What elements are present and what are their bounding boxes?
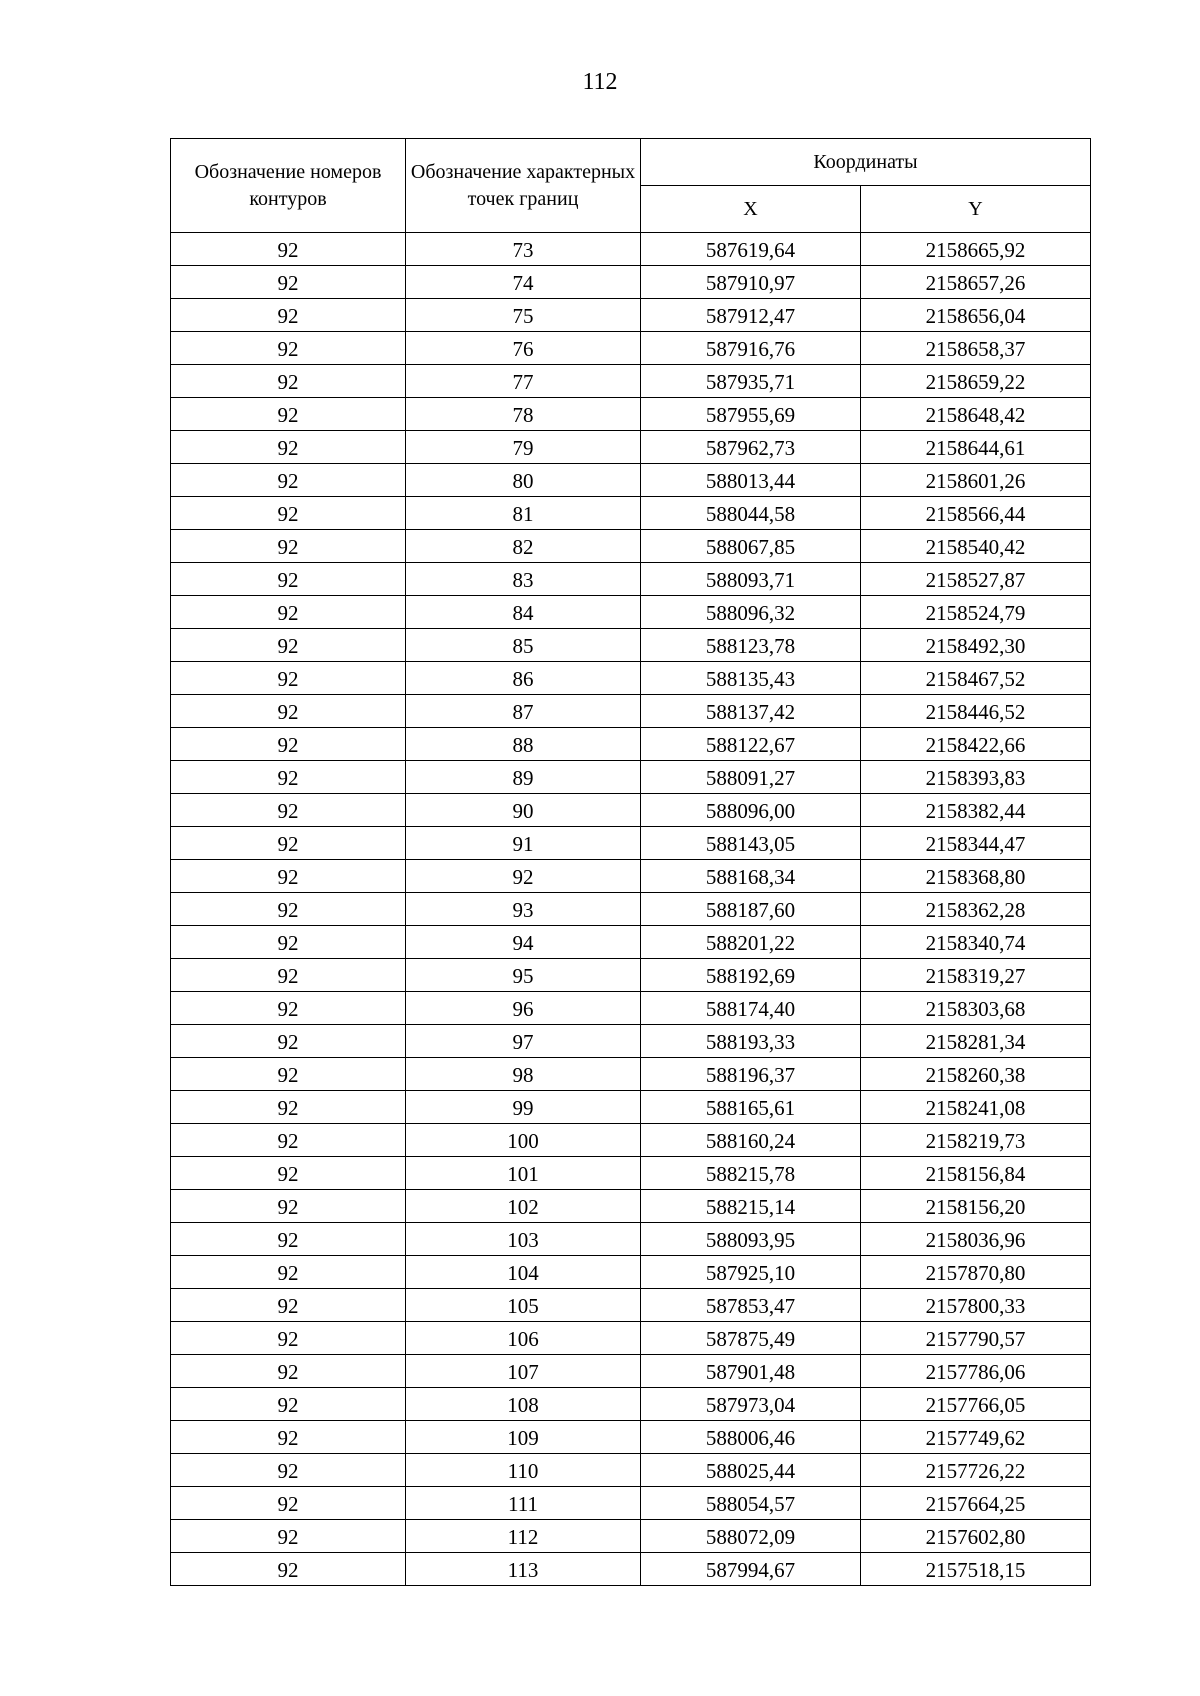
table-row	[171, 1025, 1091, 1058]
cell-y: 2158422,66	[861, 728, 1091, 761]
cell-y: 2157726,22	[861, 1454, 1091, 1487]
cell-y: 2158393,83	[861, 761, 1091, 794]
cell-y: 2157749,62	[861, 1421, 1091, 1454]
header-y: Y	[861, 186, 1091, 233]
cell-y: 2158303,68	[861, 992, 1091, 1025]
cell-point: 100	[406, 1124, 641, 1157]
table-row	[171, 1091, 1091, 1124]
table-row	[171, 530, 1091, 563]
cell-contour: 92	[171, 332, 406, 365]
table-row	[171, 398, 1091, 431]
table-row	[171, 1058, 1091, 1091]
cell-point: 98	[406, 1058, 641, 1091]
cell-x: 587935,71	[641, 365, 861, 398]
table-row	[171, 1223, 1091, 1256]
cell-point: 110	[406, 1454, 641, 1487]
cell-y: 2158665,92	[861, 233, 1091, 266]
cell-point: 88	[406, 728, 641, 761]
table-row	[171, 464, 1091, 497]
cell-y: 2157870,80	[861, 1256, 1091, 1289]
cell-y: 2158656,04	[861, 299, 1091, 332]
cell-x: 588201,22	[641, 926, 861, 959]
cell-x: 588006,46	[641, 1421, 861, 1454]
table-row	[171, 1388, 1091, 1421]
cell-point: 109	[406, 1421, 641, 1454]
table-row	[171, 992, 1091, 1025]
cell-contour: 92	[171, 563, 406, 596]
cell-y: 2158644,61	[861, 431, 1091, 464]
cell-y: 2158281,34	[861, 1025, 1091, 1058]
table-row	[171, 1355, 1091, 1388]
cell-y: 2158219,73	[861, 1124, 1091, 1157]
cell-contour: 92	[171, 1421, 406, 1454]
cell-y: 2158524,79	[861, 596, 1091, 629]
cell-y: 2158362,28	[861, 893, 1091, 926]
table-row	[171, 1322, 1091, 1355]
cell-x: 587619,64	[641, 233, 861, 266]
cell-point: 78	[406, 398, 641, 431]
table-row	[171, 959, 1091, 992]
table-row	[171, 695, 1091, 728]
table-row	[171, 431, 1091, 464]
table-row	[171, 827, 1091, 860]
table-row	[171, 365, 1091, 398]
table-row	[171, 1520, 1091, 1553]
cell-x: 587994,67	[641, 1553, 861, 1586]
cell-x: 588196,37	[641, 1058, 861, 1091]
header-coordinates: Координаты	[641, 139, 1091, 186]
cell-y: 2158601,26	[861, 464, 1091, 497]
cell-contour: 92	[171, 695, 406, 728]
cell-contour: 92	[171, 398, 406, 431]
cell-x: 587912,47	[641, 299, 861, 332]
cell-point: 93	[406, 893, 641, 926]
cell-point: 90	[406, 794, 641, 827]
cell-y: 2157800,33	[861, 1289, 1091, 1322]
table-row	[171, 563, 1091, 596]
cell-point: 97	[406, 1025, 641, 1058]
table-row	[171, 233, 1091, 266]
cell-point: 112	[406, 1520, 641, 1553]
cell-contour: 92	[171, 1256, 406, 1289]
cell-point: 87	[406, 695, 641, 728]
cell-y: 2158540,42	[861, 530, 1091, 563]
cell-point: 74	[406, 266, 641, 299]
table-row	[171, 728, 1091, 761]
cell-y: 2158260,38	[861, 1058, 1091, 1091]
cell-y: 2158658,37	[861, 332, 1091, 365]
cell-point: 104	[406, 1256, 641, 1289]
header-x: X	[641, 186, 861, 233]
header-point: Обозначение характерных точек границ	[406, 139, 641, 233]
cell-contour: 92	[171, 1520, 406, 1553]
cell-x: 587901,48	[641, 1355, 861, 1388]
cell-x: 588174,40	[641, 992, 861, 1025]
cell-contour: 92	[171, 629, 406, 662]
cell-y: 2158368,80	[861, 860, 1091, 893]
cell-point: 106	[406, 1322, 641, 1355]
cell-y: 2158382,44	[861, 794, 1091, 827]
cell-x: 588165,61	[641, 1091, 861, 1124]
cell-point: 113	[406, 1553, 641, 1586]
cell-y: 2157664,25	[861, 1487, 1091, 1520]
cell-contour: 92	[171, 1487, 406, 1520]
cell-x: 588215,14	[641, 1190, 861, 1223]
cell-contour: 92	[171, 761, 406, 794]
cell-point: 81	[406, 497, 641, 530]
cell-y: 2158156,84	[861, 1157, 1091, 1190]
cell-x: 588044,58	[641, 497, 861, 530]
page-number: 112	[582, 69, 618, 95]
cell-y: 2158036,96	[861, 1223, 1091, 1256]
cell-contour: 92	[171, 1025, 406, 1058]
cell-x: 587910,97	[641, 266, 861, 299]
cell-point: 99	[406, 1091, 641, 1124]
table-header	[171, 139, 1091, 233]
cell-point: 95	[406, 959, 641, 992]
cell-contour: 92	[171, 794, 406, 827]
cell-contour: 92	[171, 1388, 406, 1421]
cell-contour: 92	[171, 728, 406, 761]
cell-x: 588091,27	[641, 761, 861, 794]
cell-contour: 92	[171, 1058, 406, 1091]
cell-contour: 92	[171, 662, 406, 695]
cell-x: 588187,60	[641, 893, 861, 926]
cell-y: 2158344,47	[861, 827, 1091, 860]
cell-point: 76	[406, 332, 641, 365]
cell-point: 75	[406, 299, 641, 332]
cell-y: 2158657,26	[861, 266, 1091, 299]
cell-y: 2158467,52	[861, 662, 1091, 695]
cell-y: 2158319,27	[861, 959, 1091, 992]
cell-y: 2158241,08	[861, 1091, 1091, 1124]
cell-x: 588137,42	[641, 695, 861, 728]
cell-contour: 92	[171, 1322, 406, 1355]
cell-contour: 92	[171, 464, 406, 497]
cell-contour: 92	[171, 365, 406, 398]
cell-x: 588123,78	[641, 629, 861, 662]
cell-x: 588093,95	[641, 1223, 861, 1256]
cell-contour: 92	[171, 827, 406, 860]
table-row	[171, 1421, 1091, 1454]
cell-y: 2157602,80	[861, 1520, 1091, 1553]
cell-contour: 92	[171, 1091, 406, 1124]
cell-contour: 92	[171, 926, 406, 959]
cell-y: 2158156,20	[861, 1190, 1091, 1223]
cell-point: 107	[406, 1355, 641, 1388]
cell-point: 103	[406, 1223, 641, 1256]
cell-y: 2158340,74	[861, 926, 1091, 959]
cell-contour: 92	[171, 1289, 406, 1322]
cell-y: 2158492,30	[861, 629, 1091, 662]
cell-point: 89	[406, 761, 641, 794]
cell-y: 2158648,42	[861, 398, 1091, 431]
cell-contour: 92	[171, 497, 406, 530]
cell-x: 588013,44	[641, 464, 861, 497]
cell-x: 588093,71	[641, 563, 861, 596]
table-row	[171, 596, 1091, 629]
cell-x: 587916,76	[641, 332, 861, 365]
cell-x: 588067,85	[641, 530, 861, 563]
cell-x: 587955,69	[641, 398, 861, 431]
cell-y: 2158527,87	[861, 563, 1091, 596]
cell-contour: 92	[171, 530, 406, 563]
coordinates-table	[170, 138, 1091, 1586]
cell-x: 588192,69	[641, 959, 861, 992]
table-body	[171, 233, 1091, 1586]
cell-point: 92	[406, 860, 641, 893]
cell-point: 82	[406, 530, 641, 563]
cell-contour: 92	[171, 596, 406, 629]
table-row	[171, 926, 1091, 959]
table-row	[171, 1256, 1091, 1289]
table-row	[171, 893, 1091, 926]
table-row	[171, 1487, 1091, 1520]
cell-x: 587973,04	[641, 1388, 861, 1421]
cell-contour: 92	[171, 1157, 406, 1190]
cell-y: 2157766,05	[861, 1388, 1091, 1421]
cell-contour: 92	[171, 860, 406, 893]
cell-x: 587853,47	[641, 1289, 861, 1322]
cell-y: 2158566,44	[861, 497, 1091, 530]
cell-x: 588096,32	[641, 596, 861, 629]
cell-contour: 92	[171, 1190, 406, 1223]
table-row	[171, 332, 1091, 365]
cell-y: 2158446,52	[861, 695, 1091, 728]
table-row	[171, 1553, 1091, 1586]
cell-x: 588143,05	[641, 827, 861, 860]
cell-x: 588168,34	[641, 860, 861, 893]
table-row	[171, 1190, 1091, 1223]
table-row	[171, 497, 1091, 530]
cell-point: 102	[406, 1190, 641, 1223]
table-row	[171, 761, 1091, 794]
cell-contour: 92	[171, 992, 406, 1025]
cell-x: 587925,10	[641, 1256, 861, 1289]
table-row	[171, 266, 1091, 299]
table-row	[171, 1289, 1091, 1322]
table-row	[171, 1157, 1091, 1190]
table-row	[171, 794, 1091, 827]
cell-x: 587962,73	[641, 431, 861, 464]
cell-point: 85	[406, 629, 641, 662]
cell-point: 83	[406, 563, 641, 596]
cell-point: 91	[406, 827, 641, 860]
header-contour: Обозначение номеров контуров	[171, 139, 406, 233]
cell-y: 2157518,15	[861, 1553, 1091, 1586]
cell-point: 86	[406, 662, 641, 695]
cell-point: 77	[406, 365, 641, 398]
table-row	[171, 860, 1091, 893]
cell-point: 111	[406, 1487, 641, 1520]
cell-y: 2157790,57	[861, 1322, 1091, 1355]
cell-x: 588160,24	[641, 1124, 861, 1157]
cell-contour: 92	[171, 893, 406, 926]
cell-x: 588096,00	[641, 794, 861, 827]
cell-y: 2158659,22	[861, 365, 1091, 398]
cell-contour: 92	[171, 1355, 406, 1388]
cell-contour: 92	[171, 299, 406, 332]
cell-point: 101	[406, 1157, 641, 1190]
cell-point: 94	[406, 926, 641, 959]
cell-contour: 92	[171, 1454, 406, 1487]
cell-contour: 92	[171, 1223, 406, 1256]
cell-point: 105	[406, 1289, 641, 1322]
cell-x: 588072,09	[641, 1520, 861, 1553]
cell-x: 588054,57	[641, 1487, 861, 1520]
cell-x: 588193,33	[641, 1025, 861, 1058]
cell-point: 96	[406, 992, 641, 1025]
table-row	[171, 629, 1091, 662]
cell-y: 2157786,06	[861, 1355, 1091, 1388]
cell-contour: 92	[171, 1553, 406, 1586]
table-row	[171, 1124, 1091, 1157]
cell-x: 587875,49	[641, 1322, 861, 1355]
table-row	[171, 662, 1091, 695]
cell-contour: 92	[171, 233, 406, 266]
cell-point: 80	[406, 464, 641, 497]
cell-point: 79	[406, 431, 641, 464]
cell-contour: 92	[171, 1124, 406, 1157]
table-row	[171, 299, 1091, 332]
cell-contour: 92	[171, 431, 406, 464]
cell-contour: 92	[171, 266, 406, 299]
cell-x: 588215,78	[641, 1157, 861, 1190]
cell-contour: 92	[171, 959, 406, 992]
cell-point: 73	[406, 233, 641, 266]
cell-point: 108	[406, 1388, 641, 1421]
cell-x: 588135,43	[641, 662, 861, 695]
cell-x: 588025,44	[641, 1454, 861, 1487]
cell-x: 588122,67	[641, 728, 861, 761]
table-row	[171, 1454, 1091, 1487]
cell-point: 84	[406, 596, 641, 629]
